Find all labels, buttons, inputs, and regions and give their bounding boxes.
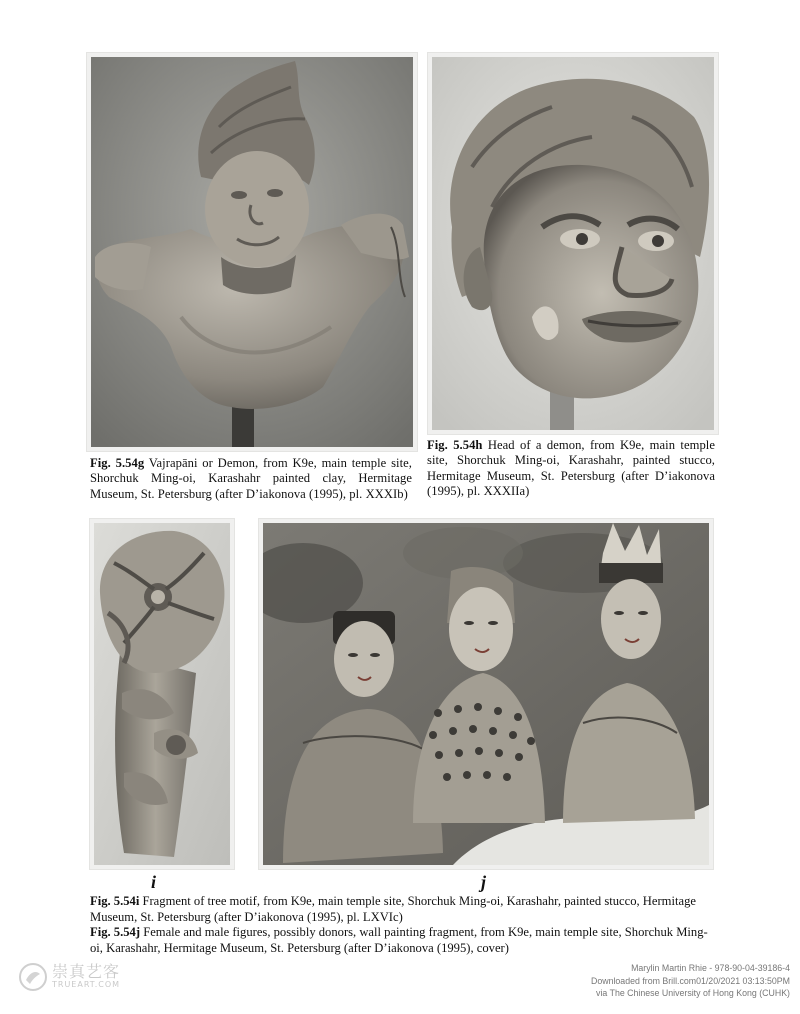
figure-g-text: Vajrapāni or Demon, from K9e, main temple site, Shorchuk Ming-oi, Karashahr painted clay, Hermitage Museum, St. Petersburg (after D’iakonova (1995), pl. XXXIb) [90,456,412,501]
figure-i-text: Fragment of tree motif, from K9e, main temple site, Shorchuk Ming-oi, Karashahr, painted stucco, Hermitage Museum, St. Petersburg (after D’iakonova (1995), pl. LXVIc) [90,894,696,924]
figure-j-letter: j [481,872,487,892]
figure-h-caption [427,438,715,500]
footer-download-date: Downloaded from Brill.com01/20/2021 03:13:50PM [590,975,790,986]
footer-author-isbn: Marylin Martin Rhie - 978-90-04-39186-4 [631,963,790,973]
figure-i-letter: i [151,872,157,892]
figure-i-caption [90,894,714,925]
figure-i-label: Fig. 5.54i [90,894,140,908]
figure-j-caption [90,925,714,956]
footer-institution: via The Chinese University of Hong Kong (CUHK) [596,988,790,998]
watermark-cn: 崇真艺客 [52,962,121,982]
download-footer [591,962,790,1000]
figure-j-label: Fig. 5.54j [90,925,141,940]
watermark [18,962,120,992]
figure-g-caption [90,456,412,502]
figure-j-text: Female and male figures, possibly donors, wall painting fragment, from K9e, main temple site, Shorchuk Ming-oi, Karashahr, Hermitage Museum, St. Petersburg (after D’iakonova (1995), cover) [90,925,708,955]
figure-h-photo [432,57,714,430]
watermark-en: TRUEART.COM [52,980,121,990]
trueart-logo-icon [18,962,48,992]
figure-i-photo [94,523,230,865]
figure-h-text: Head of a demon, from K9e, main temple site, Shorchuk Ming-oi, Karashahr, painted stucco, Hermitage Museum, St. Petersburg (after D’iakonova (1995), pl. XXXIIa) [427,438,715,499]
watermark-text [52,964,120,989]
figure-g-photo [91,57,413,447]
bottom-captions [90,894,714,956]
figure-j-photo [263,523,709,865]
figure-g-label: Fig. 5.54g [90,456,145,470]
figure-h-label: Fig. 5.54h [427,438,483,452]
